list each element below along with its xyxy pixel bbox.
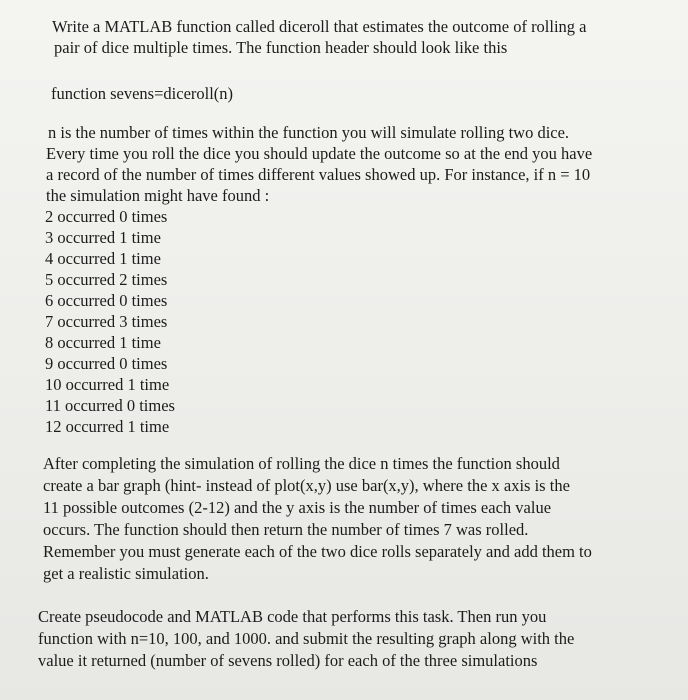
outcome-item: 7 occurred 3 times: [45, 312, 168, 331]
submission-instructions: [38, 606, 574, 672]
intro-line: Write a MATLAB function called diceroll that estimates the outcome of rolling a: [52, 17, 587, 36]
instruction-line: After completing the simulation of rolling the dice n times the function should: [43, 454, 560, 473]
intro-paragraph: [52, 16, 587, 58]
instruction-line: 11 possible outcomes (2-12) and the y axis is the number of times each value: [43, 498, 552, 517]
description-line: the simulation might have found :: [46, 186, 270, 205]
instruction-line: get a realistic simulation.: [43, 564, 209, 583]
outcome-list: [45, 206, 175, 437]
instruction-line: Remember you must generate each of the two dice rolls separately and add them to: [43, 542, 592, 561]
description-line: a record of the number of times different values showed up. For instance, if n = 10: [46, 165, 591, 184]
description-line: Every time you roll the dice you should update the outcome so at the end you have: [46, 144, 593, 163]
outcome-item: 8 occurred 1 time: [45, 333, 161, 352]
outcome-item: 12 occurred 1 time: [45, 417, 170, 436]
instruction-line: create a bar graph (hint- instead of plot(x,y) use bar(x,y), where the x axis is the: [43, 476, 570, 495]
instruction-line: occurs. The function should then return the number of times 7 was rolled.: [43, 520, 529, 539]
outcome-item: 11 occurred 0 times: [45, 396, 175, 415]
submission-line: function with n=10, 100, and 1000. and submit the resulting graph along with the: [38, 629, 575, 648]
intro-line: pair of dice multiple times. The function header should look like this: [54, 38, 508, 57]
outcome-item: 10 occurred 1 time: [45, 375, 170, 394]
outcome-item: 2 occurred 0 times: [45, 207, 168, 226]
submission-line: value it returned (number of sevens rolled) for each of the three simulations: [38, 651, 538, 670]
bar-graph-instructions: [43, 453, 592, 585]
function-header: function sevens=diceroll(n): [51, 84, 234, 103]
submission-line: Create pseudocode and MATLAB code that performs this task. Then run you: [38, 607, 547, 626]
description-line: n is the number of times within the function you will simulate rolling two dice.: [48, 123, 570, 142]
outcome-item: 5 occurred 2 times: [45, 270, 168, 289]
outcome-item: 3 occurred 1 time: [45, 228, 161, 247]
outcome-item: 6 occurred 0 times: [45, 291, 168, 310]
outcome-item: 9 occurred 0 times: [45, 354, 168, 373]
description-paragraph: [46, 122, 592, 206]
outcome-item: 4 occurred 1 time: [45, 249, 161, 268]
